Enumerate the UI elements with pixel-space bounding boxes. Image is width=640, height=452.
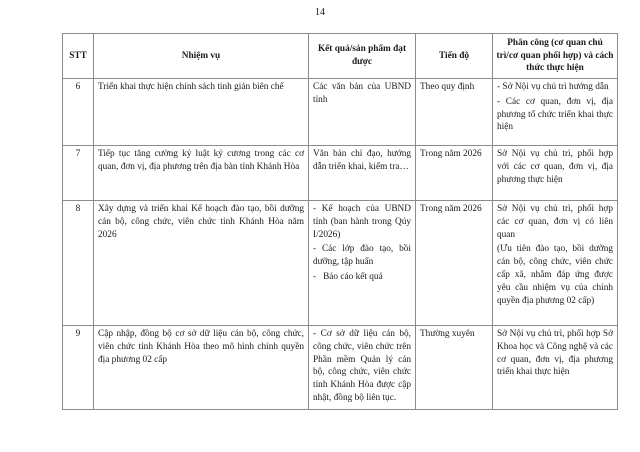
row-8-assignment xyxy=(493,201,618,326)
row-6-progress: Theo quy định xyxy=(416,79,493,146)
row-8-stt: 8 xyxy=(63,201,94,326)
row-8-task: Xây dựng và triển khai Kế hoạch đào tạo, bồi dưỡng cán bộ, công chức, viên chức tỉnh Khánh Hòa năm 2026 xyxy=(94,201,309,326)
result-paragraph: Các văn bản của UBND tỉnh xyxy=(313,82,411,105)
result-paragraph: - Các lớp đào tạo, bồi dưỡng, tập huấn xyxy=(313,244,411,268)
row-8-result xyxy=(309,201,416,326)
row-9-task: Cập nhập, đồng bộ cơ sở dữ liệu cán bộ, công chức, viên chức tỉnh Khánh Hòa theo mô hình chính quyền địa phương 02 cấp xyxy=(94,326,309,410)
table-row xyxy=(63,326,618,410)
row-7-result xyxy=(309,146,416,201)
row-7-assignment xyxy=(493,146,618,201)
task-assignment-table xyxy=(62,33,618,410)
header-assignment: Phân công (cơ quan chủ trì/cơ quan phối hợp) và cách thức thực hiện xyxy=(493,34,618,79)
assignment-paragraph: - Các cơ quan, đơn vị, địa phương tổ chức triển khai thực hiện xyxy=(497,96,613,133)
row-6-task: Triển khai thực hiện chính sách tinh giản biên chế xyxy=(94,79,309,146)
row-9-progress: Thường xuyên xyxy=(416,326,493,410)
header-progress: Tiến độ xyxy=(416,34,493,79)
row-8-progress: Trong năm 2026 xyxy=(416,201,493,326)
row-9-result xyxy=(309,326,416,410)
table-row xyxy=(63,146,618,201)
row-6-result xyxy=(309,79,416,146)
assignment-paragraph: Sở Nội vụ chủ trì, phối hợp với các cơ quan, đơn vị, địa phương thực hiện xyxy=(497,149,613,185)
row-7-stt: 7 xyxy=(63,146,94,201)
row-7-task: Tiếp tục tăng cường kỷ luật kỷ cương trong các cơ quan, đơn vị, địa phương trên địa bàn tỉnh Khánh Hòa xyxy=(94,146,309,201)
result-paragraph: - Kế hoạch của UBND tỉnh (ban hành trong Qúy I/2026) xyxy=(313,204,411,240)
assignment-paragraph: (Ưu tiên đào tạo, bồi dưỡng cán bộ, công chức, viên chức cấp xã, nhằm đáp ứng được yêu cầu nhiệm vụ của chính quyền địa phương 02 cấp) xyxy=(497,244,613,306)
result-paragraph: - Báo cáo kết quả xyxy=(313,272,383,283)
result-paragraph: Văn bản chỉ đạo, hướng dẫn triển khai, kiểm tra… xyxy=(313,149,411,172)
header-stt: STT xyxy=(63,34,94,79)
table-header-row xyxy=(63,34,618,79)
assignment-paragraph: - Sở Nội vụ chủ trì hướng dẫn xyxy=(497,82,609,92)
row-9-stt: 9 xyxy=(63,326,94,410)
row-7-progress: Trong năm 2026 xyxy=(416,146,493,201)
header-result: Kết quả/sản phẩm đạt được xyxy=(309,34,416,79)
table-row xyxy=(63,79,618,146)
row-6-stt: 6 xyxy=(63,79,94,146)
row-9-assignment xyxy=(493,326,618,410)
table-row xyxy=(63,201,618,326)
row-6-assignment xyxy=(493,79,618,146)
result-paragraph: - Cơ sở dữ liệu cán bộ, công chức, viên chức trên Phần mềm Quản lý cán bộ, công chức, viên chức tỉnh Khánh Hòa được cập nhật, đồng bộ liên tục. xyxy=(313,329,411,404)
assignment-paragraph: Sở Nội vụ chủ trì, phối hợp các cơ quan, đơn vị có liên quan xyxy=(497,204,613,240)
header-task: Nhiệm vụ xyxy=(94,34,309,79)
assignment-paragraph: Sở Nội vụ chủ trì, phối hợp Sở Khoa học và Công nghệ và các cơ quan, đơn vị, địa phương triển khai thực hiện xyxy=(497,329,613,378)
page-number: 14 xyxy=(315,7,325,18)
